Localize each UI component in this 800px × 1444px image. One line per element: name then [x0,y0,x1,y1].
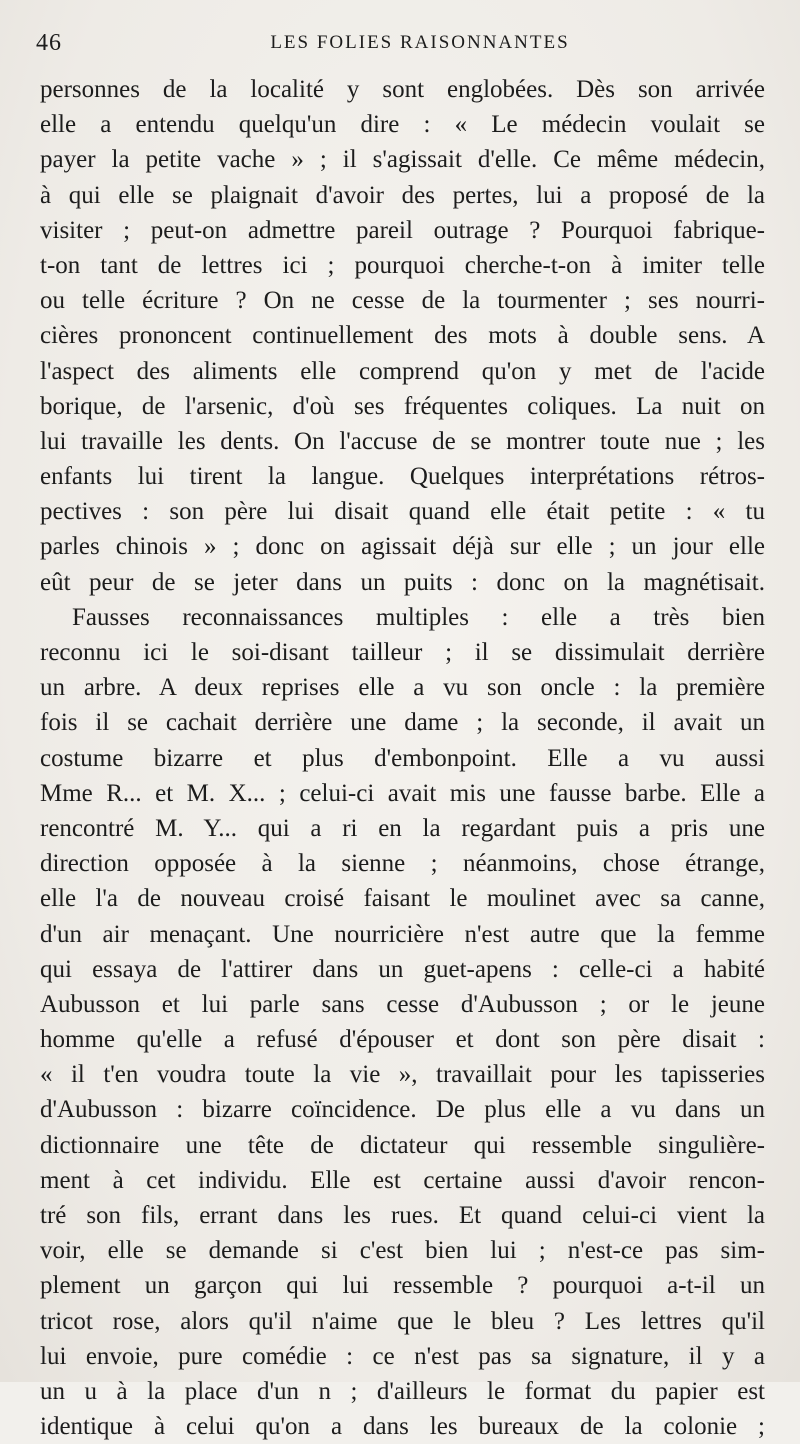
text-line: rencontré M. Y... qui a ri en la regardant puis a pris une [40,814,765,842]
text-line: direction opposée à la sienne ; néanmoins, chose étrange, [40,850,765,878]
text-line: tricot rose, alors qu'il n'aime que le bleu ? Les lettres qu'il [40,1307,765,1335]
text-line: payer la petite vache » ; il s'agissait d'elle. Ce même médecin, [40,146,765,174]
page-number: 46 [36,30,62,56]
text-line: lui travaille les dents. On l'accuse de se montrer toute nue ; les [40,427,765,455]
text-line: identique à celui qu'on a dans les bureaux de la colonie ; [40,1413,765,1441]
text-line: qui essaya de l'attirer dans un guet-apens : celle-ci a habité [40,955,765,983]
text-line: un u à la place d'un n ; d'ailleurs le format du papier est [40,1377,765,1405]
text-line: elle a entendu quelqu'un dire : « Le médecin voulait se [40,111,765,139]
body-text [40,72,765,1444]
text-line: d'Aubusson : bizarre coïncidence. De plus elle a vu dans un [40,1096,765,1124]
text-line: Aubusson et lui parle sans cesse d'Aubusson ; or le jeune [40,990,765,1018]
text-line: tré son fils, errant dans les rues. Et quand celui-ci vient la [40,1202,765,1229]
text-line: parles chinois » ; donc on agissait déjà sur elle ; un jour elle [40,533,765,561]
text-line: d'un air menaçant. Une nourricière n'est autre que la femme [40,920,765,948]
text-line: eût peur de se jeter dans un puits : donc on la magnétisait. [40,568,765,596]
running-title: LES FOLIES RAISONNANTES [270,32,570,53]
text-line: voir, elle se demande si c'est bien lui ; n'est-ce pas sim- [40,1237,765,1265]
text-line: reconnu ici le soi-disant tailleur ; il se dissimulait derrière [40,639,765,666]
text-line: costume bizarre et plus d'embonpoint. Elle a vu aussi [40,744,765,772]
text-line: fois il se cachait derrière une dame ; la seconde, il avait un [40,709,765,737]
text-line: Mme R... et M. X... ; celui-ci avait mis une fausse barbe. Elle a [40,779,765,807]
text-line: lui envoie, pure comédie : ce n'est pas sa signature, il y a [40,1342,765,1370]
text-line: enfants lui tirent la langue. Quelques interprétations rétros- [40,463,765,491]
text-line: borique, de l'arsenic, d'où ses fréquentes coliques. La nuit on [40,392,765,420]
text-line: elle l'a de nouveau croisé faisant le moulinet avec sa canne, [40,885,765,913]
page-header [36,30,764,60]
text-line: personnes de la localité y sont englobées. Dès son arrivée [40,76,765,103]
text-line: un arbre. A deux reprises elle a vu son oncle : la première [40,674,765,702]
text-line: t-on tant de lettres ici ; pourquoi cherche-t-on à imiter telle [40,251,765,279]
text-line: ment à cet individu. Elle est certaine aussi d'avoir rencon- [40,1166,765,1194]
text-line: Fausses reconnaissances multiples : elle a très bien [72,603,765,631]
text-line: « il t'en voudra toute la vie », travaillait pour les tapisseries [40,1061,765,1089]
text-line: cières prononcent continuellement des mots à double sens. A [40,322,765,350]
text-line: visiter ; peut-on admettre pareil outrage ? Pourquoi fabrique- [40,216,765,244]
text-line: ou telle écriture ? On ne cesse de la tourmenter ; ses nourri- [40,287,765,315]
text-line: dictionnaire une tête de dictateur qui ressemble singulière- [40,1131,765,1159]
text-line: homme qu'elle a refusé d'épouser et dont son père disait : [40,1026,765,1054]
text-line: pectives : son père lui disait quand elle était petite : « tu [40,498,765,526]
text-line: l'aspect des aliments elle comprend qu'on y met de l'acide [40,357,765,385]
text-line: à qui elle se plaignait d'avoir des pertes, lui a proposé de la [40,181,765,209]
text-line: plement un garçon qui lui ressemble ? pourquoi a-t-il un [40,1272,765,1300]
